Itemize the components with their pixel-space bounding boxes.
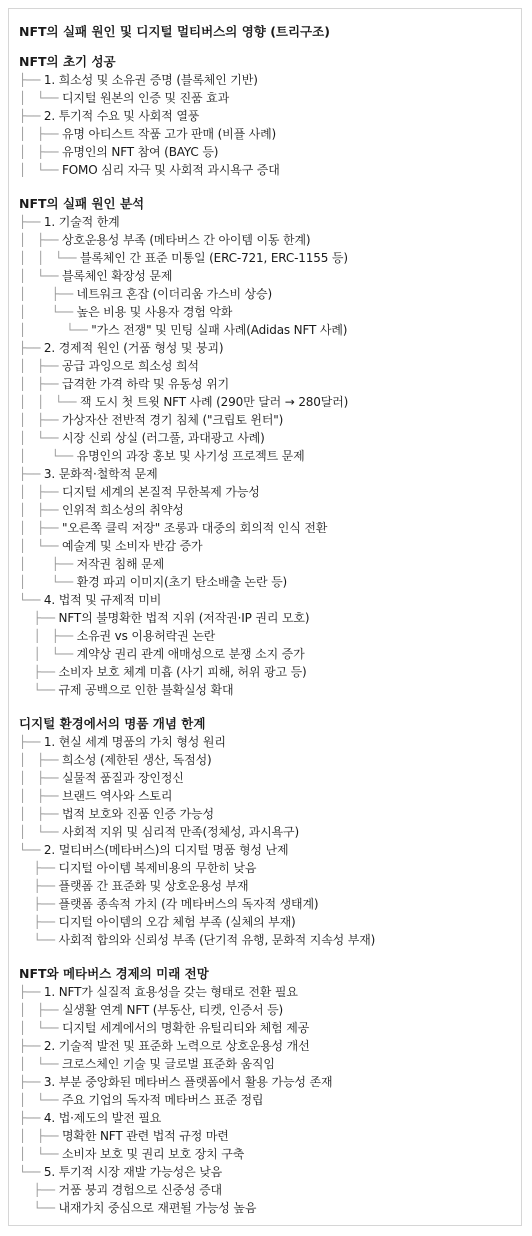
tree-item-text: 시장 신뢰 상실 (러그풀, 과대광고 사례) — [61, 431, 265, 445]
tree-connector: │ ├── — [19, 807, 62, 821]
tree-line — [19, 375, 521, 393]
tree-item-text: 급격한 가격 하락 및 유동성 위기 — [61, 377, 230, 391]
tree-line — [19, 1109, 521, 1127]
tree-item-text: 2. 경제적 원인 (거품 형성 및 붕괴) — [43, 341, 224, 355]
tree-connector: └── — [19, 843, 44, 857]
tree-connector: │ └── — [19, 1093, 62, 1107]
tree-item-text: 상호운용성 부족 (메타버스 간 아이템 이동 한계) — [61, 233, 311, 247]
tree-connector: │ ├── — [19, 413, 62, 427]
tree-item-text: 저작권 침해 문제 — [76, 557, 165, 571]
tree-line — [19, 1055, 521, 1073]
tree-line — [19, 519, 521, 537]
tree-line — [19, 1091, 521, 1109]
tree-item-text: 계약상 권리 관계 애매성으로 분쟁 소지 증가 — [76, 647, 305, 661]
tree-connector: │ ├── — [19, 503, 62, 517]
tree-connector: ├── — [19, 1183, 59, 1197]
tree-connector: │ └── — [19, 1147, 62, 1161]
tree-item-text: "가스 전쟁" 및 민팅 실패 사례(Adidas NFT 사례) — [91, 323, 348, 337]
tree-item-text: 높은 비용 및 사용자 경험 악화 — [76, 305, 233, 319]
tree-item-text: 법적 보호와 진품 인증 가능성 — [61, 807, 214, 821]
tree-connector: │ ├── — [19, 377, 62, 391]
tree-line — [19, 681, 521, 699]
tree-connector: ├── — [19, 1111, 44, 1125]
tree-item-text: 디지털 아이템의 오감 체험 부족 (실체의 부재) — [58, 915, 296, 929]
tree-item-text: 환경 파괴 이미지(초기 탄소배출 논란 등) — [76, 575, 288, 589]
tree-connector: │ ├── — [19, 1003, 62, 1017]
tree-line — [19, 877, 521, 895]
tree-connector: ├── — [19, 879, 59, 893]
tree-item-text: 규제 공백으로 인한 불확실성 확대 — [58, 683, 234, 697]
tree-line — [19, 663, 521, 681]
tree-connector: │ └── — [19, 825, 62, 839]
tree-item-text: 2. 멀티버스(메타버스)의 디지털 명품 형성 난제 — [43, 843, 289, 857]
tree-connector: ├── — [19, 915, 59, 929]
tree-connector: │ │ └── — [19, 395, 81, 409]
tree-item-text: 브랜드 역사와 스토리 — [61, 789, 173, 803]
tree-connector: │ ├── — [19, 521, 62, 535]
tree-item-text: 잭 도시 첫 트윗 NFT 사례 (290만 달러 → 280달러) — [80, 395, 349, 409]
tree-item-text: 3. 부분 중앙화된 메타버스 플랫폼에서 활용 가능성 존재 — [43, 1075, 333, 1089]
tree-line — [19, 267, 521, 285]
tree-item-text: 1. 현실 세계 명품의 가치 형성 원리 — [43, 735, 226, 749]
tree-line — [19, 107, 521, 125]
tree-connector: │ ├── — [19, 557, 77, 571]
tree-line — [19, 465, 521, 483]
tree-item-text: 내재가치 중심으로 재편될 가능성 높음 — [58, 1201, 257, 1215]
tree-line — [19, 733, 521, 751]
tree-item-text: 크로스체인 기술 및 글로벌 표준화 움직임 — [61, 1057, 275, 1071]
tree-item-text: 플랫폼 종속적 가치 (각 메타버스의 독자적 생태계) — [58, 897, 319, 911]
tree-item-text: 네트워크 혼잡 (이더리움 가스비 상승) — [76, 287, 272, 301]
tree-item-text: 디지털 세계의 본질적 무한복제 가능성 — [61, 485, 260, 499]
tree-line — [19, 125, 521, 143]
tree-item-text: 블록체인 간 표준 미통일 (ERC-721, ERC-1155 등) — [80, 251, 348, 265]
tree-item-text: 사회적 지위 및 심리적 만족(정체성, 과시욕구) — [61, 825, 299, 839]
tree-line — [19, 751, 521, 769]
tree-line — [19, 591, 521, 609]
tree-connector: └── — [19, 1165, 44, 1179]
tree-item-text: 실물적 품질과 장인정신 — [61, 771, 184, 785]
tree-connector: │ └── — [19, 269, 62, 283]
tree-connector: │ ├── — [19, 789, 62, 803]
tree-item-text: 유명인의 과장 홍보 및 사기성 프로젝트 문제 — [76, 449, 305, 463]
tree-line — [19, 339, 521, 357]
tree-item-text: 플랫폼 간 표준화 및 상호운용성 부재 — [58, 879, 249, 893]
tree-connector: │ └── — [19, 323, 92, 337]
tree-item-text: 가상자산 전반적 경기 침체 ("크립토 윈터") — [61, 413, 284, 427]
tree-connector: │ └── — [19, 539, 62, 553]
tree-connector: └── — [19, 933, 59, 947]
tree-line — [19, 573, 521, 591]
tree-item-text: 3. 문화적·철학적 문제 — [43, 467, 158, 481]
tree-item-text: 유명인의 NFT 참여 (BAYC 등) — [61, 145, 219, 159]
tree-item-text: 디지털 세계에서의 명확한 유틸리티와 체험 제공 — [61, 1021, 310, 1035]
tree-line — [19, 303, 521, 321]
document-title: NFT의 실패 원인 및 디지털 멀티버스의 영향 (트리구조) — [19, 24, 330, 39]
tree-connector: ├── — [19, 985, 44, 999]
tree-line — [19, 1073, 521, 1091]
tree-line — [19, 1037, 521, 1055]
sections-container — [19, 53, 521, 1217]
tree-connector: │ └── — [19, 647, 77, 661]
tree-line — [19, 321, 521, 339]
tree-line — [19, 143, 521, 161]
tree-connector: ├── — [19, 109, 44, 123]
tree-line — [19, 859, 521, 877]
tree-connector: │ └── — [19, 1021, 62, 1035]
tree-connector: ├── — [19, 215, 44, 229]
tree-line — [19, 1181, 521, 1199]
tree-connector: │ └── — [19, 163, 62, 177]
tree-connector: ├── — [19, 73, 44, 87]
tree-line — [19, 609, 521, 627]
tree-line — [19, 161, 521, 179]
tree-item-text: 희소성 (제한된 생산, 독점성) — [61, 753, 212, 767]
tree-line — [19, 1163, 521, 1181]
tree-connector: ├── — [19, 341, 44, 355]
tree-item-text: FOMO 심리 자극 및 사회적 과시욕구 증대 — [61, 163, 280, 177]
tree-connector: ├── — [19, 1075, 44, 1089]
tree-connector: │ └── — [19, 449, 77, 463]
tree-line — [19, 483, 521, 501]
tree-line — [19, 769, 521, 787]
tree-item-text: 거품 붕괴 경험으로 신중성 증대 — [58, 1183, 222, 1197]
tree-line — [19, 805, 521, 823]
tree-line — [19, 1145, 521, 1163]
tree-item-text: 디지털 원본의 인증 및 진품 효과 — [61, 91, 230, 105]
tree-item-text: 명확한 NFT 관련 법적 규정 마련 — [61, 1129, 229, 1143]
tree-connector: │ └── — [19, 431, 62, 445]
tree-line — [19, 1001, 521, 1019]
tree-line — [19, 787, 521, 805]
tree-line — [19, 89, 521, 107]
tree-line — [19, 555, 521, 573]
tree-item-text: 4. 법·제도의 발전 필요 — [43, 1111, 162, 1125]
tree-line — [19, 411, 521, 429]
tree-line — [19, 501, 521, 519]
tree-section — [19, 195, 521, 699]
tree-connector: │ │ └── — [19, 251, 81, 265]
tree-connector: │ ├── — [19, 359, 62, 373]
tree-connector: │ ├── — [19, 287, 77, 301]
tree-section — [19, 965, 521, 1217]
tree-connector: │ └── — [19, 1057, 62, 1071]
tree-item-text: 공급 과잉으로 희소성 희석 — [61, 359, 199, 373]
section-title: NFT의 초기 성공 — [19, 54, 116, 69]
tree-connector: ├── — [19, 897, 59, 911]
tree-connector: ├── — [19, 861, 59, 875]
tree-line — [19, 1199, 521, 1217]
tree-line — [19, 983, 521, 1001]
tree-connector: └── — [19, 593, 44, 607]
tree-connector: ├── — [19, 1039, 44, 1053]
tree-line — [19, 627, 521, 645]
tree-connector: └── — [19, 683, 59, 697]
tree-connector: │ ├── — [19, 145, 62, 159]
tree-line — [19, 231, 521, 249]
tree-line — [19, 645, 521, 663]
tree-connector: │ ├── — [19, 771, 62, 785]
tree-item-text: 4. 법적 및 규제적 미비 — [43, 593, 162, 607]
tree-connector: └── — [19, 1201, 59, 1215]
tree-connector: │ ├── — [19, 233, 62, 247]
tree-line — [19, 823, 521, 841]
tree-line — [19, 285, 521, 303]
tree-item-text: NFT의 불명확한 법적 지위 (저작권·IP 권리 모호) — [58, 611, 310, 625]
tree-line — [19, 841, 521, 859]
tree-line — [19, 249, 521, 267]
tree-section — [19, 715, 521, 949]
tree-connector: │ ├── — [19, 629, 77, 643]
tree-item-text: 유명 아티스트 작품 고가 판매 (비플 사례) — [61, 127, 277, 141]
tree-item-text: 디지털 아이템 복제비용의 무한히 낮음 — [58, 861, 257, 875]
section-title: NFT와 메타버스 경제의 미래 전망 — [19, 966, 209, 981]
section-title: NFT의 실패 원인 분석 — [19, 196, 145, 211]
tree-document — [8, 8, 522, 1226]
tree-connector: │ ├── — [19, 753, 62, 767]
tree-item-text: 소비자 보호 및 권리 보호 장치 구축 — [61, 1147, 245, 1161]
section-title: 디지털 환경에서의 명품 개념 한계 — [19, 716, 206, 731]
tree-item-text: 소유권 vs 이용허락권 논란 — [76, 629, 216, 643]
tree-item-text: 사회적 합의와 신뢰성 부족 (단기적 유행, 문화적 지속성 부재) — [58, 933, 376, 947]
tree-line — [19, 213, 521, 231]
tree-item-text: 예술계 및 소비자 반감 증가 — [61, 539, 203, 553]
tree-item-text: 2. 투기적 수요 및 사회적 열풍 — [43, 109, 200, 123]
tree-connector: ├── — [19, 467, 44, 481]
tree-section — [19, 53, 521, 179]
tree-connector: ├── — [19, 665, 59, 679]
tree-item-text: 주요 기업의 독자적 메타버스 표준 정립 — [61, 1093, 264, 1107]
tree-line — [19, 357, 521, 375]
tree-line — [19, 393, 521, 411]
tree-item-text: 실생활 연계 NFT (부동산, 티켓, 인증서 등) — [61, 1003, 284, 1017]
tree-line — [19, 913, 521, 931]
tree-connector: │ └── — [19, 91, 62, 105]
tree-connector: ├── — [19, 611, 59, 625]
tree-line — [19, 447, 521, 465]
tree-item-text: "오른쪽 클릭 저장" 조롱과 대중의 회의적 인식 전환 — [61, 521, 328, 535]
tree-line — [19, 429, 521, 447]
tree-item-text: 1. 기술적 한계 — [43, 215, 120, 229]
tree-item-text: 소비자 보호 체계 미흡 (사기 피해, 허위 광고 등) — [58, 665, 307, 679]
tree-line — [19, 895, 521, 913]
tree-connector: │ ├── — [19, 485, 62, 499]
tree-line — [19, 71, 521, 89]
tree-line — [19, 1019, 521, 1037]
tree-item-text: 5. 투기적 시장 재발 가능성은 낮음 — [43, 1165, 223, 1179]
tree-connector: ├── — [19, 735, 44, 749]
tree-item-text: 블록체인 확장성 문제 — [61, 269, 173, 283]
tree-connector: │ ├── — [19, 1129, 62, 1143]
tree-item-text: 1. NFT가 실질적 효용성을 갖는 형태로 전환 필요 — [43, 985, 298, 999]
tree-connector: │ └── — [19, 305, 77, 319]
tree-line — [19, 931, 521, 949]
tree-connector: │ └── — [19, 575, 77, 589]
tree-line — [19, 537, 521, 555]
tree-item-text: 1. 희소성 및 소유권 증명 (블록체인 기반) — [43, 73, 258, 87]
tree-line — [19, 1127, 521, 1145]
tree-item-text: 2. 기술적 발전 및 표준화 노력으로 상호운용성 개선 — [43, 1039, 310, 1053]
tree-item-text: 인위적 희소성의 취약성 — [61, 503, 184, 517]
tree-connector: │ ├── — [19, 127, 62, 141]
